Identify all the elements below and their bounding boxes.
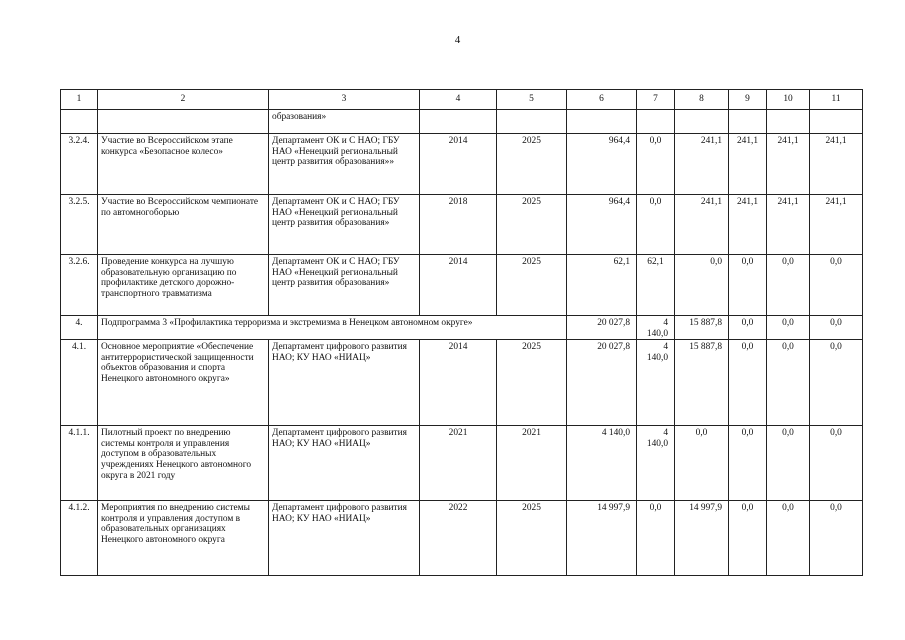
row-number: 4.1.	[61, 340, 98, 426]
value-col7: 0,0	[637, 501, 675, 576]
row-number: 4.1.2.	[61, 501, 98, 576]
table-row	[61, 134, 863, 195]
value-col10: 0,0	[767, 426, 810, 501]
value-col6: 964,4	[567, 134, 637, 195]
value-col7: 4 140,0	[637, 316, 675, 340]
value-col8: 241,1	[675, 195, 729, 255]
header-cell: 4	[420, 90, 497, 110]
activity-name: Участие во Всероссийском этапе конкурса «Безопасное колесо»	[98, 134, 269, 195]
header-cell: 7	[637, 90, 675, 110]
continuation-row	[61, 110, 863, 134]
value-col6: 964,4	[567, 195, 637, 255]
executor-cell: Департамент ОК и С НАО; ГБУ НАО «Ненецкий региональный центр развития образования»»	[269, 134, 420, 195]
value-col8: 15 887,8	[675, 316, 729, 340]
activity-name: Мероприятия по внедрению системы контроля и управления доступом в образовательных организациях Ненецкого автономного округа	[98, 501, 269, 576]
value-col8: 15 887,8	[675, 340, 729, 426]
header-cell: 9	[729, 90, 767, 110]
value-col7: 62,1	[637, 255, 675, 316]
value-col7: 4 140,0	[637, 426, 675, 501]
value-col10: 0,0	[767, 316, 810, 340]
value-col7: 0,0	[637, 134, 675, 195]
table-row	[61, 501, 863, 576]
end-year: 2025	[497, 134, 567, 195]
row-number: 3.2.4.	[61, 134, 98, 195]
start-year: 2014	[420, 134, 497, 195]
value-col11: 0,0	[810, 426, 863, 501]
end-year: 2021	[497, 426, 567, 501]
table-row	[61, 255, 863, 316]
header-cell: 3	[269, 90, 420, 110]
value-col7: 0,0	[637, 195, 675, 255]
row-number: 4.1.1.	[61, 426, 98, 501]
value-col10: 241,1	[767, 134, 810, 195]
subprogram-row	[61, 316, 863, 340]
end-year: 2025	[497, 255, 567, 316]
value-col11: 241,1	[810, 195, 863, 255]
executor-cell: Департамент ОК и С НАО; ГБУ НАО «Ненецкий региональный центр развития образования»	[269, 195, 420, 255]
program-table	[60, 89, 863, 576]
column-number-header	[61, 90, 863, 110]
table-row	[61, 340, 863, 426]
value-col8: 14 997,9	[675, 501, 729, 576]
value-col10: 0,0	[767, 340, 810, 426]
value-col6: 14 997,9	[567, 501, 637, 576]
value-col6: 20 027,8	[567, 340, 637, 426]
value-col8: 0,0	[675, 426, 729, 501]
value-col9: 0,0	[729, 426, 767, 501]
header-cell: 1	[61, 90, 98, 110]
row-number: 3.2.5.	[61, 195, 98, 255]
value-col6: 20 027,8	[567, 316, 637, 340]
value-col10: 0,0	[767, 501, 810, 576]
row-number: 3.2.6.	[61, 255, 98, 316]
end-year: 2025	[497, 340, 567, 426]
value-col9: 0,0	[729, 340, 767, 426]
value-col9: 241,1	[729, 195, 767, 255]
header-cell: 6	[567, 90, 637, 110]
header-cell: 10	[767, 90, 810, 110]
value-col10: 0,0	[767, 255, 810, 316]
table-row	[61, 426, 863, 501]
header-cell: 8	[675, 90, 729, 110]
row-number: 4.	[61, 316, 98, 340]
header-cell: 11	[810, 90, 863, 110]
value-col6: 62,1	[567, 255, 637, 316]
activity-name: Основное мероприятие «Обеспечение антитеррористической защищенности объектов образования и спорта Ненецкого автономного округа»	[98, 340, 269, 426]
start-year: 2022	[420, 501, 497, 576]
activity-name: Участие во Всероссийском чемпионате по автомногоборью	[98, 195, 269, 255]
end-year: 2025	[497, 195, 567, 255]
value-col10: 241,1	[767, 195, 810, 255]
value-col8: 0,0	[675, 255, 729, 316]
table-row	[61, 195, 863, 255]
start-year: 2018	[420, 195, 497, 255]
value-col9: 0,0	[729, 316, 767, 340]
executor-cell: Департамент ОК и С НАО; ГБУ НАО «Ненецкий региональный центр развития образования»	[269, 255, 420, 316]
value-col9: 0,0	[729, 501, 767, 576]
subprogram-title: Подпрограмма 3 «Профилактика терроризма и экстремизма в Ненецком автономном округе»	[98, 316, 567, 340]
value-col11: 0,0	[810, 255, 863, 316]
value-col7: 4 140,0	[637, 340, 675, 426]
start-year: 2021	[420, 426, 497, 501]
page-number: 4	[454, 34, 461, 46]
value-col11: 0,0	[810, 501, 863, 576]
value-col6: 4 140,0	[567, 426, 637, 501]
value-col9: 0,0	[729, 255, 767, 316]
header-cell: 2	[98, 90, 269, 110]
value-col9: 241,1	[729, 134, 767, 195]
value-col8: 241,1	[675, 134, 729, 195]
executor-cell: образования»	[269, 110, 420, 134]
value-col11: 0,0	[810, 340, 863, 426]
value-col11: 0,0	[810, 316, 863, 340]
start-year: 2014	[420, 340, 497, 426]
start-year: 2014	[420, 255, 497, 316]
executor-cell: Департамент цифрового развития НАО; КУ НАО «НИАЦ»	[269, 340, 420, 426]
end-year: 2025	[497, 501, 567, 576]
executor-cell: Департамент цифрового развития НАО; КУ НАО «НИАЦ»	[269, 501, 420, 576]
activity-name: Пилотный проект по внедрению системы контроля и управления доступом в образовательных учреждениях Ненецкого автономного округа в 2021 году	[98, 426, 269, 501]
executor-cell: Департамент цифрового развития НАО; КУ НАО «НИАЦ»	[269, 426, 420, 501]
activity-name: Проведение конкурса на лучшую образовательную организацию по профилактике детского дорожно-транспортного травматизма	[98, 255, 269, 316]
value-col11: 241,1	[810, 134, 863, 195]
header-cell: 5	[497, 90, 567, 110]
